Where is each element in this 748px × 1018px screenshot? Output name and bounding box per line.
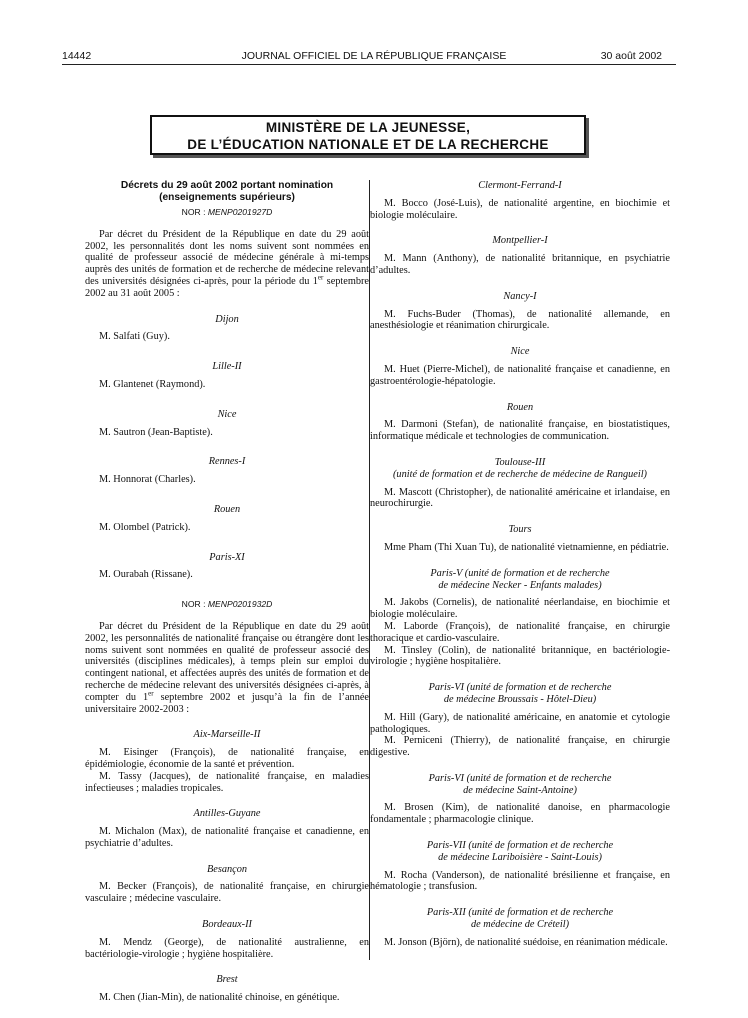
- appointee-entry: M. Jakobs (Cornelis), de nationalité néerlandaise, en biochimie et biologie moléculaire.: [370, 597, 670, 621]
- university-heading: Paris-V (unité de formation et de recherche de médecine Necker - Enfants malades): [430, 567, 610, 591]
- nor-label: NOR :: [181, 207, 206, 217]
- appointee-entry: M. Tassy (Jacques), de nationalité française, en maladies infectieuses ; maladies tropicales.: [85, 770, 369, 794]
- appointee-group: [370, 198, 670, 222]
- nor-label: NOR :: [181, 599, 206, 610]
- appointee-entry: M. Mascott (Christopher), de nationalité américaine et irlandaise, en neurochirurgie.: [370, 486, 670, 510]
- appointee-entry: M. Becker (François), de nationalité française, en chirurgie vasculaire ; médecine vasculaire.: [85, 881, 369, 905]
- university-heading: Montpellier-I: [492, 235, 548, 247]
- university-heading: Rouen: [506, 401, 534, 413]
- appointee-entry: M. Mann (Anthony), de nationalité britannique, en psychiatrie d’adultes.: [370, 253, 670, 276]
- header-rule: [62, 64, 676, 65]
- decree-intro-2: Par décret du Président de la République en date du 29 août 2002, les personnalités de nationalité française ou étrangère dont les noms suivent sont nommées en qualité de professeur associé des universités (disciplines médicales), à temps plein sur emploi du contingent national, et affectées auprès des unités de formation et de recherche de médecine relevant des universités désignées ci-après, à compter du 1er septembre 2002 et jusqu’à la fin de l’année universitaire 2002-2003 :: [85, 620, 369, 715]
- ministry-box: [150, 115, 586, 155]
- appointee-group: [370, 364, 670, 388]
- appointee-group: [370, 802, 670, 826]
- appointee-entry: M. Hill (Gary), de nationalité américaine, en anatomie et cytologie pathologiques.: [370, 711, 670, 735]
- appointee-group: [370, 712, 670, 759]
- university-heading: Besançon: [206, 863, 248, 875]
- appointee-entry: M. Eisinger (François), de nationalité française, en épidémiologie, économie de la santé et prévention.: [85, 747, 369, 770]
- decree-intro-1: Par décret du Président de la République en date du 29 août 2002, les personnalités dont les noms suivent sont nommées en qualité de professeur associé de médecine générale à mi-temps auprès des unités de formation et de recherche de médecine relevant des universités désignées ci-après, pour la période du 1er septembre 2002 au 31 août 2005 :: [85, 228, 369, 299]
- university-heading: Lille-II: [212, 361, 242, 373]
- appointee-entry: M. Glantenet (Raymond).: [99, 378, 206, 390]
- university-heading: Antilles-Guyane: [193, 808, 261, 820]
- appointee-entry: M. Huet (Pierre-Michel), de nationalité française et canadienne, en gastroentérologie-hépatologie.: [370, 363, 670, 387]
- university-heading: Nancy-I: [503, 290, 537, 302]
- appointee-group: [370, 597, 670, 668]
- university-heading: Nice: [510, 346, 530, 358]
- appointee-entry: M. Perniceni (Thierry), de nationalité française, en chirurgie digestive.: [370, 735, 670, 759]
- appointee-group: [370, 870, 670, 894]
- university-heading: Aix-Marseille-II: [193, 729, 261, 741]
- appointment-list-1: [85, 314, 369, 582]
- university-heading: Bordeaux-II: [202, 919, 252, 931]
- appointment-list-2-right: [370, 180, 670, 949]
- appointee-entry: M. Laborde (François), de nationalité française, en chirurgie thoracique et cardio-vasculaire.: [370, 620, 670, 644]
- appointee-group: [370, 542, 670, 554]
- university-heading: Toulouse-III (unité de formation et de recherche de médecine de Rangueil): [393, 456, 647, 480]
- university-heading: Rennes-I: [208, 456, 246, 468]
- appointee-entry: M. Michalon (Max), de nationalité française et canadienne, en psychiatrie d’adultes.: [85, 826, 369, 849]
- appointee-group: [370, 419, 670, 443]
- ministry-line-1: MINISTÈRE DE LA JEUNESSE,: [265, 120, 471, 135]
- right-column: [370, 180, 670, 963]
- appointee-entry: M. Ourabah (Rissane).: [99, 569, 193, 581]
- decree-title: [85, 180, 369, 203]
- page-number: 14442: [62, 50, 92, 62]
- nor-code: MENP0201932D: [207, 599, 273, 610]
- university-heading: Paris-VII (unité de formation et de recherche de médecine Lariboisière - Saint-Louis): [426, 840, 614, 863]
- appointee-entry: M. Honnorat (Charles).: [99, 474, 196, 486]
- ordinal-suffix: er: [317, 273, 324, 282]
- appointee-entry: Mme Pham (Thi Xuan Tu), de nationalité vietnamienne, en pédiatrie.: [384, 541, 669, 553]
- appointee-entry: M. Rocha (Vanderson), de nationalité brésilienne et française, en hématologie ; transfusion.: [370, 869, 670, 893]
- appointee-entry: M. Darmoni (Stefan), de nationalité française, en biostatistiques, informatique médicale et technologies de communication.: [370, 419, 670, 443]
- appointee-group: [85, 937, 369, 961]
- appointee-entry: M. Brosen (Kim), de nationalité danoise, en pharmacologie fondamentale ; pharmacologie clinique.: [370, 802, 670, 826]
- appointee-entry: M. Jonson (Björn), de nationalité suédoise, en réanimation médicale.: [384, 936, 668, 948]
- appointee-group: [85, 747, 369, 794]
- nor-code: MENP0201927D: [207, 207, 273, 217]
- appointee-entry: M. Olombel (Patrick).: [99, 521, 191, 533]
- appointee-entry: M. Bocco (José-Luis), de nationalité argentine, en biochimie et biologie moléculaire.: [370, 197, 670, 221]
- appointment-list-2-left: [85, 729, 369, 1004]
- appointee-group: [370, 937, 670, 949]
- appointee-entry: M. Fuchs-Buder (Thomas), de nationalité allemande, en anesthésiologie et réanimation chirurgicale.: [370, 308, 670, 332]
- ordinal-suffix: er: [148, 689, 154, 698]
- header-date: 30 août 2002: [600, 50, 662, 62]
- appointee-entry: M. Salfati (Guy).: [99, 331, 170, 343]
- appointee-group: [370, 309, 670, 333]
- university-heading: Paris-VI (unité de formation et de recherche de médecine Broussais - Hôtel-Dieu): [428, 682, 612, 705]
- left-column: [85, 180, 369, 1018]
- appointee-entry: M. Mendz (George), de nationalité australienne, en bactériologie-virologie ; hygiène hospitalière.: [85, 936, 369, 960]
- university-heading: Paris-XI: [209, 551, 245, 563]
- university-heading: Nice: [217, 408, 237, 420]
- university-heading: Dijon: [215, 313, 239, 325]
- appointee-group: [370, 253, 670, 277]
- university-heading: Rouen: [213, 503, 241, 515]
- appointee-entry: M. Chen (Jian-Min), de nationalité chinoise, en génétique.: [99, 992, 340, 1004]
- ministry-line-2: DE L’ÉDUCATION NATIONALE ET DE LA RECHERCHE: [187, 137, 549, 152]
- appointee-group: [370, 487, 670, 511]
- university-heading: Paris-VI (unité de formation et de recherche de médecine Saint-Antoine): [428, 772, 612, 796]
- decree-title-line-2: (enseignements supérieurs): [159, 191, 295, 203]
- nor-reference-2: [85, 599, 369, 611]
- decree-title-line-1: Décrets du 29 août 2002 portant nomination: [120, 180, 334, 191]
- journal-title: JOURNAL OFFICIEL DE LA RÉPUBLIQUE FRANÇAISE: [241, 50, 507, 62]
- appointee-entry: M. Tinsley (Colin), de nationalité britannique, en bactériologie-virologie ; hygiène hospitalière.: [370, 644, 670, 668]
- appointee-entry: M. Sautron (Jean-Baptiste).: [99, 426, 213, 438]
- university-heading: Tours: [508, 524, 532, 536]
- appointee-group: [85, 826, 369, 850]
- university-heading: Brest: [216, 974, 238, 986]
- university-heading: Paris-XII (unité de formation et de recherche de médecine de Créteil): [426, 907, 614, 931]
- appointee-group: [85, 992, 369, 1004]
- university-heading: Clermont-Ferrand-I: [478, 180, 562, 191]
- nor-reference-1: [85, 207, 369, 219]
- appointee-group: [85, 881, 369, 905]
